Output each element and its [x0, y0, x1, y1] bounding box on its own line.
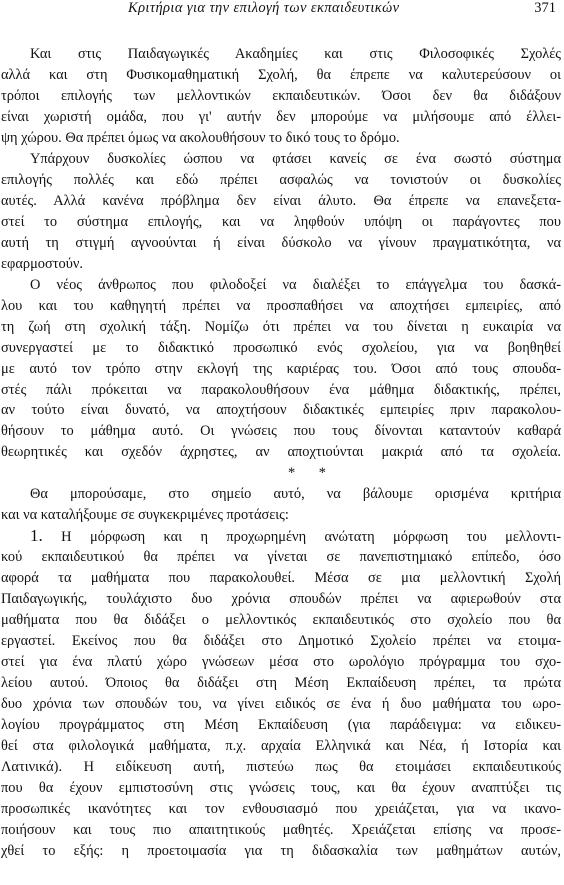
- page-number: 371: [534, 0, 556, 16]
- text-line: επιλογής πολλές και εδώ πρέπει ασφαλώς να τονιστούν οι δυσκολίες: [1, 171, 561, 188]
- body-text: [0, 44, 564, 862]
- text-line: αυτές. Αλλά κανένα πρόβλημα δεν είναι άλυτο. Θα έπρεπε να επανεξετα-: [1, 192, 561, 209]
- text-line: λου και του καθηγητή πρέπει να προσπαθήσει να αποχτήσει εμπειρίες, από: [1, 297, 561, 314]
- text-line: τη ζωή στη σχολική τάξη. Νομίζω ότι πρέπει να του δίνεται η ευκαιρία να: [1, 318, 561, 335]
- text-line: αν τούτο είναι δυνατό, να αποχτήσουν διδακτικές εμπειρίες πριν παρακολου-: [1, 402, 561, 419]
- text-line: που θα έχουν εμπιστοσύνη στις γνώσεις τους, και θα έχουν αναπτύξει τις: [1, 779, 561, 796]
- text-line: στεί για ένα πλατύ χώρο γνώσεων μέσα στο ωρολόγιο πρόγραμμα του σχο-: [1, 654, 561, 671]
- text-line: Θα μπορούσαμε, στο σημείο αυτό, να βάλουμε ορισμένα κριτήρια: [30, 486, 561, 503]
- text-line: λογίου προγράμματος στη Μέση Εκπαίδευση (για παράδειγμα: να ειδικευ-: [1, 717, 561, 733]
- text-line: δυο χρόνια των σπουδών του, να γίνει ειδικός σε ένα ή δυο μαθήματα του ωρο-: [1, 696, 561, 713]
- text-line: χθεί το εξής: η προετοιμασία για τη διδασκαλία των μαθημάτων αυτών,: [1, 842, 561, 859]
- text-line: ψη χώρου. Θα πρέπει όμως να ακολουθήσουν το δικό τους το δρόμο.: [1, 129, 400, 146]
- text-line: στεί το σύστημα επιλογής, και να ληφθούν υπόψη οι παράγοντες που: [1, 213, 561, 230]
- text-line: θήσουν το μάθημα αυτό. Οι γνώσεις που τους δίνονται καταντούν καθαρά: [1, 423, 561, 440]
- text-line: συνεργαστεί με το διδακτικό προσωπικό ενός σχολείου, για να βοηθηθεί: [1, 339, 561, 356]
- text-line: Και στις Παιδαγωγικές Ακαδημίες και στις Φιλοσοφικές Σχολές: [30, 46, 561, 62]
- text-line: προσωπικές ικανότητες και τον ενθουσιασμό που χρειάζεται, για να ικανο-: [1, 800, 561, 817]
- text-line: αλλά και στη Φυσικομαθηματική Σχολή, θα έπρεπε να καλυτερεύσουν οι: [1, 66, 561, 83]
- text-line: [0, 526, 564, 547]
- running-head: Κριτήρια για την επιλογή των εκπαιδευτικών: [128, 0, 400, 16]
- text-line: Λατινικά). Η ειδίκευση αυτή, πιστεύω πως θα ετοιμάσει εκπαιδευτικούς: [1, 758, 561, 775]
- text-line: κού εκπαιδευτικού θα πρέπει να γίνεται σε πανεπιστημιακό επίπεδο, όσο: [1, 549, 561, 566]
- text-line: και να καταλήξουμε σε συγκεκριμένες προτάσεις:: [1, 507, 289, 524]
- text-line: Ο νέος άνθρωπος που φιλοδοξεί να διαλέξει το επάγγελμα του δασκά-: [30, 276, 561, 293]
- text-line: με αυτό τον τρόπο στην εκλογή της καριέρας του. Όσοι από τους σπουδα-: [1, 360, 561, 377]
- text-line: στές πάλι πρόκειται να παρακολουθήσουν ένα μάθημα διδακτικής, πρέπει,: [1, 381, 561, 398]
- text-line: τρόποι επιλογής των μελλοντικών εκπαιδευτικών. Όσοι δεν θα διδάξουν: [1, 87, 561, 104]
- page-header: [0, 0, 564, 20]
- text-line: αφορά τα μαθήματα που παρακολουθεί. Μέσα σε μια μελλοντική Σχολή: [1, 570, 561, 587]
- section-separator: * *: [288, 465, 336, 482]
- text-line: αυτή τη στιγμή αγνοούνται ή είναι δύσκολο να γίνουν πραγματικότητα, να: [1, 234, 561, 251]
- text-line: εργαστεί. Εκείνος που θα διδάξει στο Δημοτικό Σχολείο πρέπει να ετοιμα-: [1, 633, 561, 650]
- text-line: ποιήσουν και τους πιο απαιτητικούς μαθητές. Χρειάζεται επίσης να προσε-: [1, 821, 561, 838]
- text-line: λείου αυτού. Όποιος θα διδάξει στη Μέση Εκπαίδευση πρέπει, τα πρώτα: [1, 675, 561, 692]
- list-number: 1.: [30, 526, 43, 546]
- text-line: Υπάρχουν δυσκολίες ώσπου να φτάσει κανείς σε ένα σωστό σύστημα: [30, 150, 561, 167]
- text-line: εφαρμοστούν.: [1, 255, 83, 272]
- text-line: θεωρητικές και σχεδόν άχρηστες, αν αποχτιούνται μακριά από τα σχολεία.: [1, 444, 561, 461]
- text-line: μαθήματα που θα διδάξει ο μελλοντικός εκπαιδευτικός στο σχολείο που θα: [1, 612, 561, 629]
- text-line: θεί στα φιλολογικά μαθήματα, π.χ. αρχαία Ελληνικά και Νέα, ή Ιστορία και: [1, 737, 561, 754]
- text-line: είναι χωριστή ομάδα, που γι' αυτήν δεν μπορούμε να μιλήσουμε από έλλει-: [1, 108, 561, 125]
- line-text: Η μόρφωση και η προχωρημένη ανώτατη μόρφωση του μελλοντι-: [61, 529, 561, 546]
- text-line: Παιδαγωγικής, τουλάχιστο δυο χρόνια σπουδών πρέπει να αφιερωθούν στα: [1, 591, 561, 608]
